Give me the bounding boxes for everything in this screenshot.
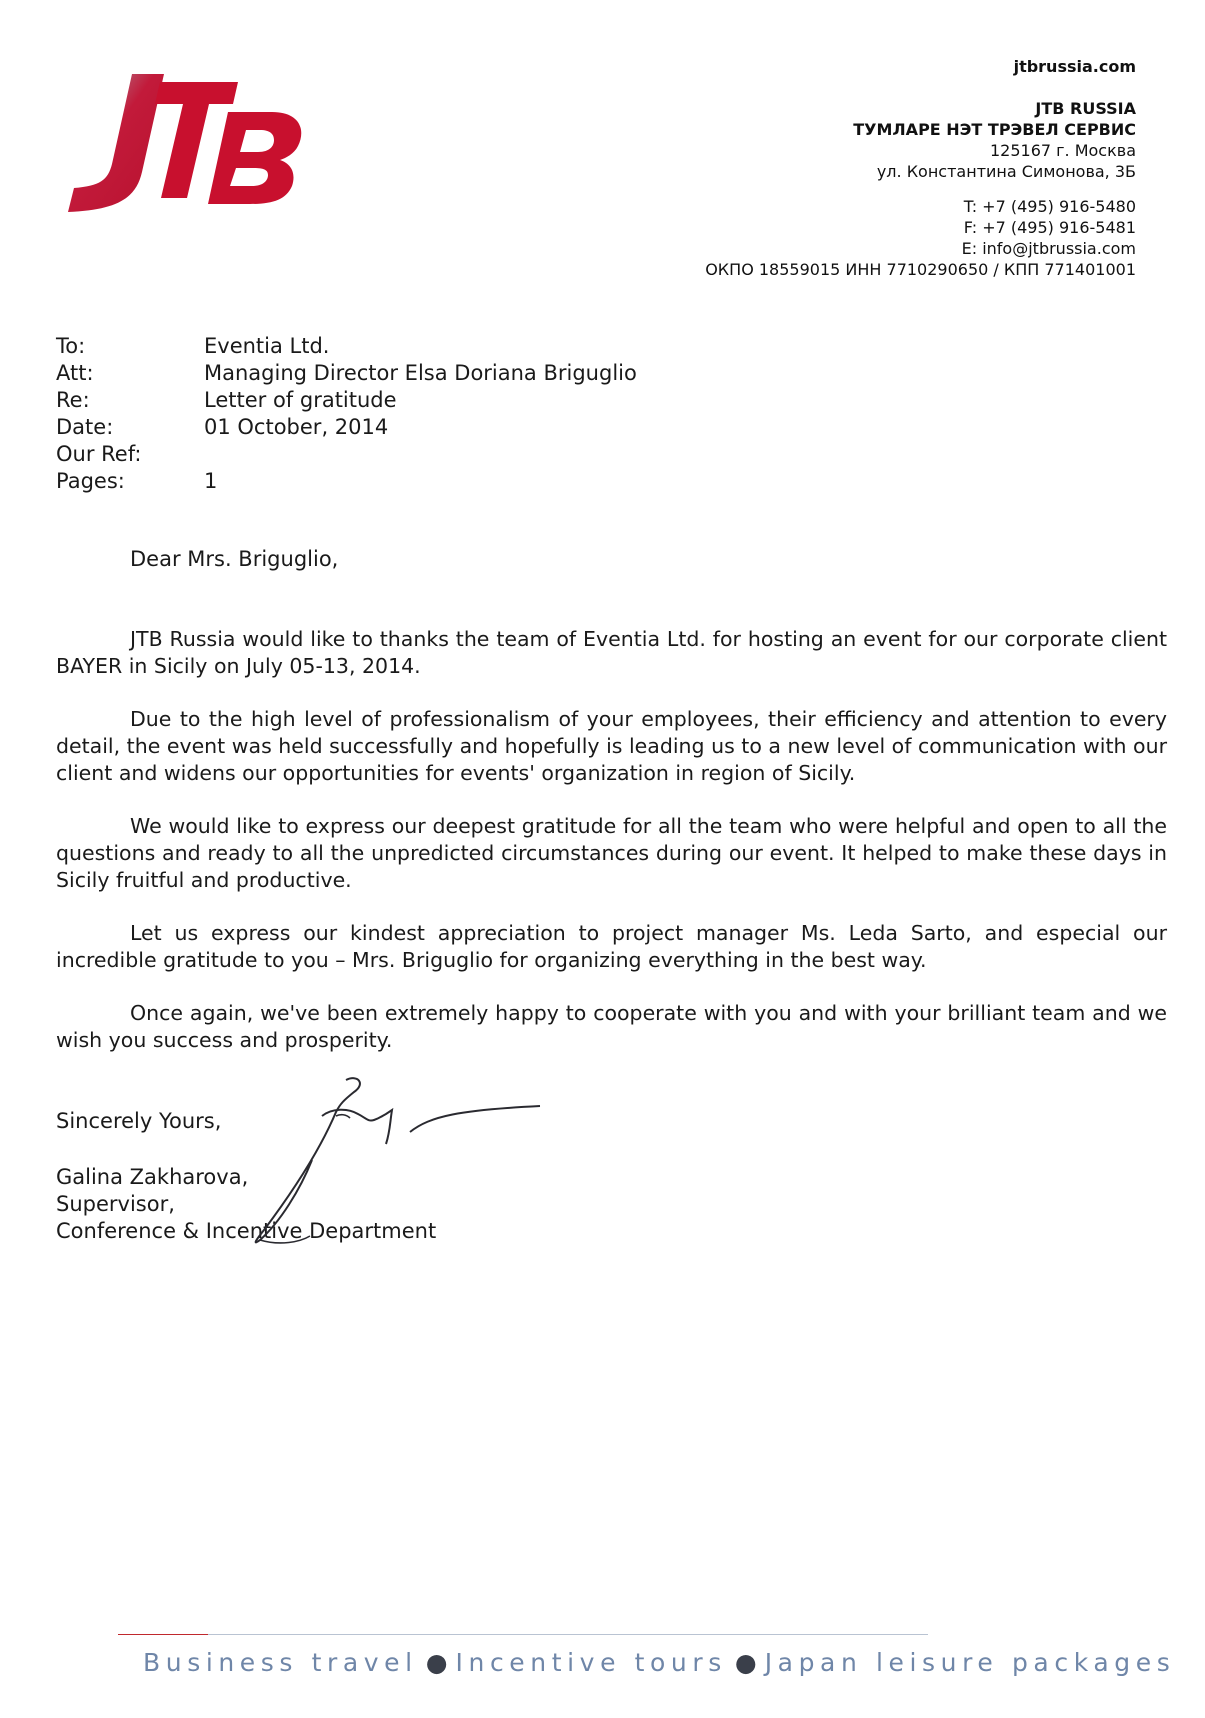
footer-item: Incentive tours [455,1648,727,1677]
footer-divider [118,1634,928,1635]
paragraph: We would like to express our deepest gratitude for all the team who were helpful and open to all the questions and ready to all the unpredicted circumstances during our event. It helped to make these days in Sicily fruitful and productive. [56,814,1167,892]
phone: T: +7 (495) 916-5480 [963,197,1136,216]
letter-body [56,626,1167,1080]
bullet-icon: ● [734,1648,757,1677]
meta-label: To: [56,334,86,358]
spacer [705,182,1136,196]
address-line-1: 125167 г. Москва [989,141,1136,160]
signer-department: Conference & Incentive Department [56,1219,437,1243]
address-line-2: ул. Константина Симонова, 3Б [876,162,1136,181]
meta-value: Letter of gratitude [204,388,397,412]
handwritten-signature [240,1070,560,1250]
meta-value: Managing Director Elsa Doriana Briguglio [204,361,637,385]
meta-row-date [56,414,637,441]
paragraph: Once again, we've been extremely happy to cooperate with you and with your brilliant team and we wish you success and prosperity. [56,1001,1167,1052]
meta-value: 01 October, 2014 [204,415,389,439]
footer-tagline [143,1648,1175,1677]
meta-row-re [56,387,637,414]
website-link[interactable]: jtbrussia.com [1013,57,1136,76]
meta-label: Date: [56,415,114,439]
letter-meta [56,333,637,495]
footer-item: Business travel [143,1648,418,1677]
meta-label: Our Ref: [56,442,142,466]
meta-value: Eventia Ltd. [204,334,330,358]
meta-label: Pages: [56,469,125,493]
company-name: JTB RUSSIA [1035,99,1136,118]
signer-title: Supervisor, [56,1192,175,1216]
meta-label: Re: [56,388,90,412]
meta-row-ref [56,441,637,468]
salutation: Dear Mrs. Briguglio, [130,547,339,571]
letterhead-contact [705,56,1136,280]
company-name-ru: ТУМЛАРЕ НЭТ ТРЭВЕЛ СЕРВИС [853,120,1136,139]
paragraph: JTB Russia would like to thanks the team of Eventia Ltd. for hosting an event for our corporate client BAYER in Sicily on July 05-13, 2014. [56,627,1167,678]
paragraph: Let us express our kindest appreciation to project manager Ms. Leda Sarto, and especial our incredible gratitude to you – Mrs. Briguglio for organizing everything in the best way. [56,921,1167,972]
meta-value: 1 [204,469,218,493]
company-ids: ОКПО 18559015 ИНН 7710290650 / КПП 771401001 [705,260,1136,279]
fax: F: +7 (495) 916-5481 [963,218,1136,237]
meta-row-to [56,333,637,360]
email[interactable]: E: info@jtbrussia.com [961,239,1136,258]
signer-name: Galina Zakharova, [56,1165,249,1189]
meta-label: Att: [56,361,94,385]
footer-item: Japan leisure packages [764,1648,1176,1677]
bullet-icon: ● [425,1648,448,1677]
paragraph: Due to the high level of professionalism of your employees, their efficiency and attention to every detail, the event was held successfully and hopefully is leading us to a new level of communication with our client and widens our opportunities for events' organization in region of Sicily. [56,707,1167,785]
meta-row-pages [56,468,637,495]
closing: Sincerely Yours, [56,1109,222,1133]
jtb-logo [60,72,310,222]
meta-row-att [56,360,637,387]
